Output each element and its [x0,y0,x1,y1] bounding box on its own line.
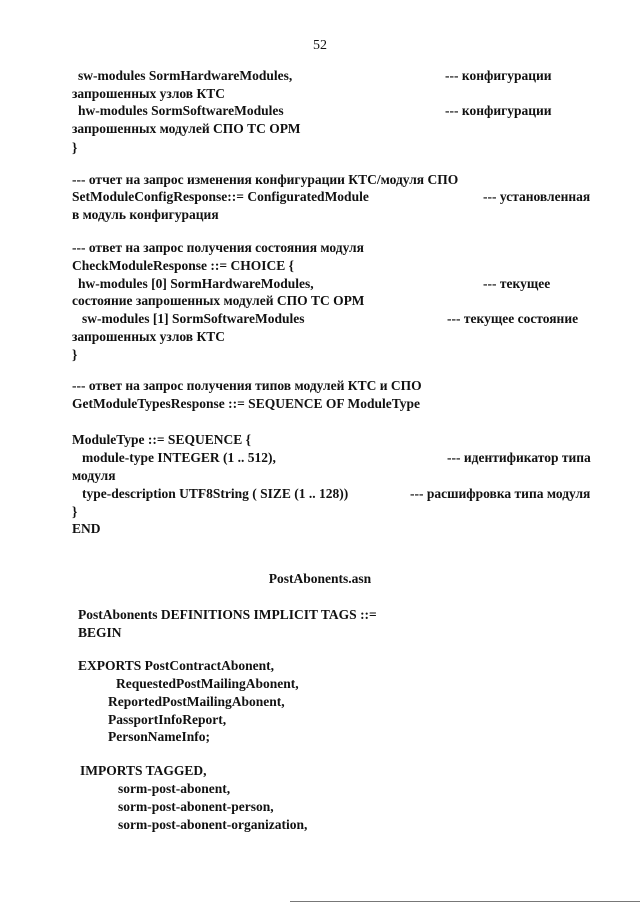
text-line: EXPORTS PostContractAbonent, [78,658,275,673]
text-line: sorm-post-abonent-person, [118,799,274,814]
text-line: --- конфигурации [445,103,552,118]
text-line: BEGIN [78,625,122,640]
page-number: 52 [313,38,327,53]
text-line: --- ответ на запрос получения типов модулей КТС и СПО [72,378,422,393]
text-line: --- установленная [483,189,591,204]
text-line: состояние запрошенных модулей СПО ТС ОРМ [72,293,365,308]
text-line: PostAbonents DEFINITIONS IMPLICIT TAGS ::= [78,607,377,622]
text-line: --- текущее [483,276,551,291]
text-line: type-description UTF8String ( SIZE (1 .. 128)) [82,486,349,501]
text-line: --- ответ на запрос получения состояния модуля [72,240,364,255]
text-line: } [72,347,78,362]
text-line: PersonNameInfo; [108,729,210,744]
text-line: запрошенных узлов КТС [72,86,226,101]
text-line: module-type INTEGER (1 .. 512), [82,450,276,465]
text-line: RequestedPostMailingAbonent, [116,676,299,691]
text-line: } [72,140,78,155]
text-line: --- отчет на запрос изменения конфигурации КТС/модуля СПО [72,172,459,187]
text-line: --- расшифровка типа модуля [410,486,591,501]
text-line: IMPORTS TAGGED, [80,763,207,778]
text-line: ReportedPostMailingAbonent, [108,694,285,709]
text-line: } [72,504,78,519]
text-line: CheckModuleResponse ::= CHOICE { [72,258,294,273]
text-line: в модуль конфигурация [72,207,219,222]
text-line: END [72,521,101,536]
text-line: sw-modules SormHardwareModules, [78,68,293,83]
section-title: PostAbonents.asn [268,571,372,586]
text-line: запрошенных модулей СПО ТС ОРМ [72,121,301,136]
footer-rule [290,901,640,902]
text-line: sw-modules [1] SormSoftwareModules [82,311,305,326]
text-line: hw-modules [0] SormHardwareModules, [78,276,314,291]
text-line: SetModuleConfigResponse::= ConfiguratedModule [72,189,369,204]
text-line: hw-modules SormSoftwareModules [78,103,284,118]
text-line: модуля [72,468,116,483]
text-line: ModuleType ::= SEQUENCE { [72,432,251,447]
text-line: GetModuleTypesResponse ::= SEQUENCE OF ModuleType [72,396,420,411]
text-line: --- текущее состояние [447,311,579,326]
text-line: запрошенных узлов КТС [72,329,226,344]
text-line: --- идентификатор типа [447,450,591,465]
text-line: sorm-post-abonent-organization, [118,817,308,832]
text-line: --- конфигурации [445,68,552,83]
text-line: sorm-post-abonent, [118,781,231,796]
text-line: PassportInfoReport, [108,712,227,727]
